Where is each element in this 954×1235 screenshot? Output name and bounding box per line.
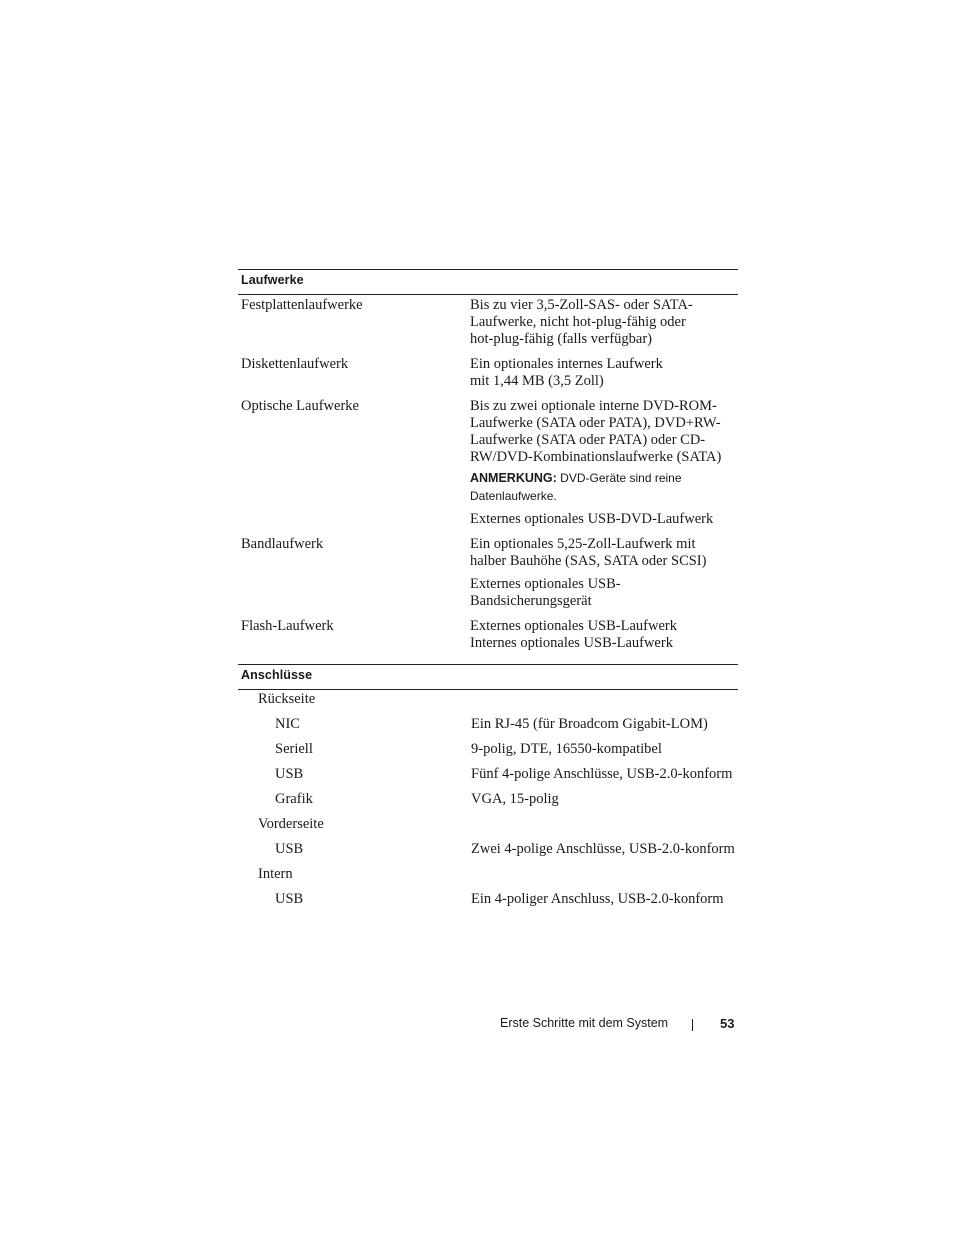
connectors-heading-rule — [238, 689, 738, 690]
optical-value-line: RW/DVD-Kombinationslaufwerke (SATA) — [470, 449, 722, 465]
back-item-value: 9-polig, DTE, 16550-kompatibel — [471, 741, 662, 757]
internal-label: Intern — [258, 866, 293, 882]
top-rule — [238, 269, 738, 270]
flash-label: Flash-Laufwerk — [241, 618, 334, 634]
drives-heading-rule — [238, 294, 738, 295]
tape-value-line: halber Bauhöhe (SAS, SATA oder SCSI) — [470, 553, 707, 569]
optical-value-line: Bis zu zwei optionale interne DVD-ROM- — [470, 398, 717, 414]
front-label: Vorderseite — [258, 816, 324, 832]
back-label: Rückseite — [258, 691, 316, 707]
back-item-label: Grafik — [275, 791, 313, 807]
tape-external-line: Bandsicherungsgerät — [470, 593, 592, 609]
internal-item-label: USB — [275, 891, 304, 907]
footer-title: Erste Schritte mit dem System — [500, 1016, 669, 1030]
back-item-label: NIC — [275, 716, 300, 732]
page-number: 53 — [720, 1016, 735, 1031]
back-item-value: VGA, 15-polig — [471, 791, 559, 807]
hdd-label: Festplattenlaufwerke — [241, 297, 363, 313]
back-item-value: Fünf 4-polige Anschlüsse, USB-2.0-konform — [471, 766, 733, 782]
connectors-rule — [238, 664, 738, 665]
tape-external-line: Externes optionales USB- — [470, 576, 621, 592]
internal-item-value: Ein 4-poliger Anschluss, USB-2.0-konform — [471, 891, 724, 907]
hdd-value-line: hot-plug-fähig (falls verfügbar) — [470, 331, 652, 347]
hdd-value-line: Bis zu vier 3,5-Zoll-SAS- oder SATA- — [470, 297, 693, 313]
optical-value-line: Laufwerke (SATA oder PATA) oder CD- — [470, 432, 706, 448]
back-item-label: USB — [275, 766, 304, 782]
tape-label: Bandlaufwerk — [241, 536, 324, 552]
note-label: ANMERKUNG: — [470, 471, 557, 485]
floppy-label: Diskettenlaufwerk — [241, 356, 349, 372]
floppy-value-line: mit 1,44 MB (3,5 Zoll) — [470, 373, 604, 389]
note-text: DVD-Geräte sind reine — [556, 471, 682, 485]
hdd-value-line: Laufwerke, nicht hot-plug-fähig oder — [470, 314, 686, 330]
connectors-heading: Anschlüsse — [241, 668, 313, 682]
front-item-label: USB — [275, 841, 304, 857]
floppy-value-line: Ein optionales internes Laufwerk — [470, 356, 663, 372]
flash-value-line: Internes optionales USB-Laufwerk — [470, 635, 673, 651]
flash-value-line: Externes optionales USB-Laufwerk — [470, 618, 677, 634]
optical-note-line-2: Datenlaufwerke. — [470, 489, 557, 503]
back-item-value: Ein RJ-45 (für Broadcom Gigabit-LOM) — [471, 716, 708, 732]
optical-value-line: Laufwerke (SATA oder PATA), DVD+RW- — [470, 415, 721, 431]
back-item-label: Seriell — [275, 741, 313, 757]
optical-external: Externes optionales USB-DVD-Laufwerk — [470, 511, 714, 527]
front-item-value: Zwei 4-polige Anschlüsse, USB-2.0-konform — [471, 841, 735, 857]
optical-note — [470, 469, 682, 487]
footer-separator — [692, 1019, 693, 1031]
optical-label: Optische Laufwerke — [241, 398, 359, 414]
drives-heading: Laufwerke — [241, 273, 304, 287]
tape-value-line: Ein optionales 5,25-Zoll-Laufwerk mit — [470, 536, 696, 552]
